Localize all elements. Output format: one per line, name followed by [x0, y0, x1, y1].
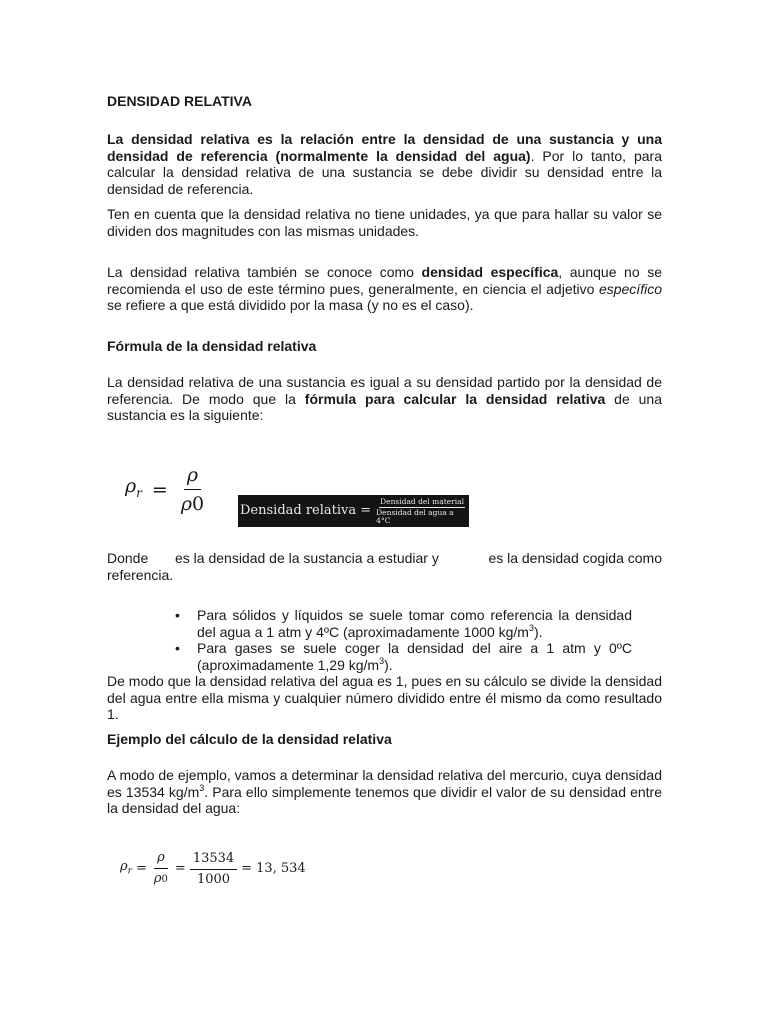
intro-paragraph: [107, 131, 662, 197]
formula2-fraction1: [151, 850, 171, 888]
bullet-icon: •: [175, 640, 180, 657]
formula1-denominator: ρ0: [180, 493, 205, 515]
bullet-icon: •: [175, 607, 180, 623]
donde-text-a: Donde: [107, 550, 149, 566]
donde-text-b: es la densidad de la sustancia a estudiar y: [175, 550, 439, 566]
example-paragraph: [107, 767, 662, 817]
water-note-paragraph: De modo que la densidad relativa del agua es 1, pues en su cálculo se divide la densidad del agua entre ella misma y cualquier número dividido entre él mismo da como resultado 1.: [107, 673, 662, 723]
donde-paragraph: [107, 550, 662, 584]
formula2-denominator1: ρ0: [153, 871, 168, 886]
formula2-eq2: =: [174, 861, 186, 876]
especifica-italic: específico: [598, 280, 662, 297]
formula2-lhs: $\rho_r$: [120, 858, 132, 877]
formula-heading: Fórmula de la densidad relativa: [107, 338, 317, 354]
formula2-eq1: =: [135, 861, 147, 876]
formula2-result: 13, 534: [256, 861, 306, 876]
formula1-fraction: [178, 464, 207, 515]
formula-image-lhs: Densidad relativa =: [240, 502, 372, 518]
mercury-example-formula: [120, 850, 306, 888]
donde-text-d: referencia.: [107, 567, 174, 583]
example-text-2: . Para ello simplemente tenemos que dividir el valor de su densidad entre la densidad del agua:: [107, 783, 662, 817]
example-text-1: A modo de ejemplo, vamos a determinar la densidad relativa del mercurio, cuya densidad es 13534 kg/m: [107, 767, 662, 800]
reference-bullet-list: [172, 607, 632, 673]
formula-intro-text-1: La densidad relativa de una sustancia es igual a su densidad partido por la densidad de referencia. De modo que la: [107, 374, 662, 407]
example-heading: Ejemplo del cálculo de la densidad relativa: [107, 731, 392, 747]
especifica-text-2: , aunque no se recomienda el uso de este término pues, generalmente, en ciencia el adjetivo: [107, 264, 662, 297]
formula2-numerator2: 13534: [190, 851, 237, 870]
donde-text-c: es la densidad cogida como: [488, 550, 662, 566]
relative-density-formula: [125, 464, 207, 515]
formula2-numerator1: ρ: [154, 850, 168, 869]
formula1-eq: =: [151, 478, 168, 501]
bullet-gases: • Para gases se suele coger la densidad del aire a 1 atm y 0ºC (aproximadamente 1,29 $kg/m^3$).: [175, 640, 632, 673]
formula1-lhs: $\rho_r$: [125, 475, 142, 500]
formula2-fraction2: [190, 851, 237, 888]
formula-image: [238, 495, 469, 527]
formula-image-numerator: Densidad del material: [380, 496, 465, 506]
especifica-bold: densidad específica: [421, 264, 559, 280]
formula-image-denominator: Densidad del agua a 4°C: [376, 507, 454, 525]
bullet-solids: • Para sólidos y líquidos se suele tomar como referencia la densidad del agua a 1 atm y 4ºC (aproximadamente 1000 $kg/m^3$).: [175, 607, 632, 640]
page-title: DENSIDAD RELATIVA: [107, 93, 252, 109]
formula2-denominator2: 1000: [196, 871, 231, 887]
especifica-paragraph: [107, 264, 662, 314]
intro-rest: . Por lo tanto, para calcular la densidad relativa de una sustancia se debe dividir su densidad entre la densidad de referencia.: [107, 147, 662, 197]
formula-intro-paragraph: [107, 374, 662, 424]
especifica-text-1: La densidad relativa también se conoce como: [107, 264, 422, 280]
formula-image-fraction: [375, 498, 469, 525]
formula1-numerator: ρ: [184, 464, 201, 490]
intro-bold: La densidad relativa es la relación entre la densidad de una sustancia y una densidad de referencia (normalmente la densidad del agua): [107, 131, 662, 164]
units-note-paragraph: Ten en cuenta que la densidad relativa no tiene unidades, ya que para hallar su valor se dividen dos magnitudes con las mismas unidades.: [107, 206, 662, 239]
especifica-text-3: se refiere a que está dividido por la masa (y no es el caso).: [107, 297, 474, 314]
example-sup: 3: [199, 782, 205, 793]
formula-intro-bold: fórmula para calcular la densidad relativa: [304, 390, 606, 407]
formula2-eq3: =: [241, 861, 253, 876]
formula-intro-text-2: de una sustancia es la siguiente:: [107, 390, 663, 424]
